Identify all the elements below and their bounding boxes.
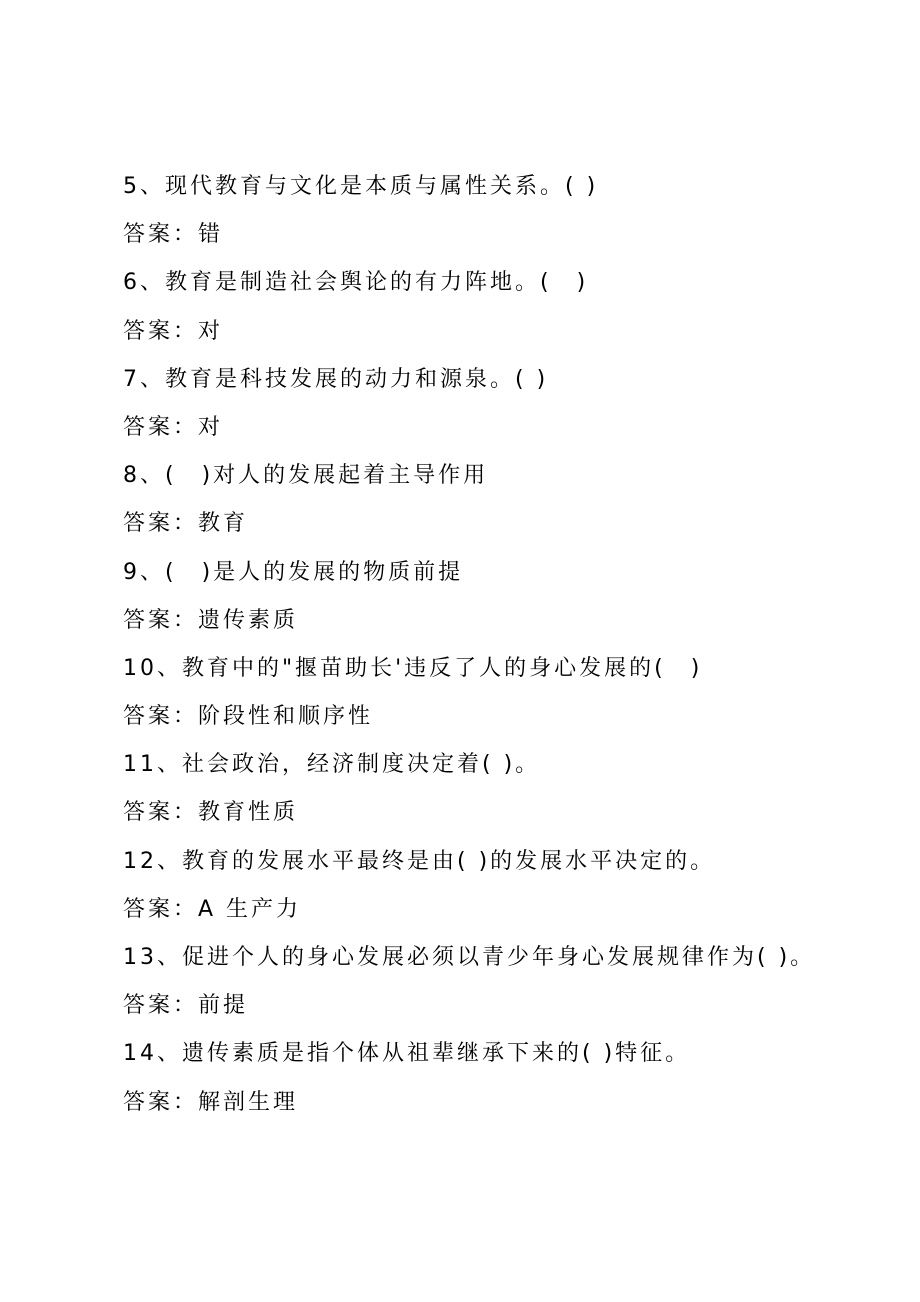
answer-text: 答案：阶段性和顺序性 xyxy=(123,704,374,730)
question-text: 11、社会政治，经济制度决定着( )。 xyxy=(123,752,541,778)
question-text: 10、教育中的"揠苗助长'违反了人的身心发展的( ) xyxy=(123,655,703,681)
question-text: 13、促进个人的身心发展必须以青少年身心发展规律作为( )。 xyxy=(123,945,816,970)
answer-text: 答案：教育性质 xyxy=(123,800,299,826)
question-text: 7、教育是科技发展的动力和源泉。( ) xyxy=(123,366,549,392)
answer-text: 答案：教育 xyxy=(123,511,249,537)
answer-text: 答案：前提 xyxy=(123,993,249,1019)
question-text: 8、( )对人的发展起着主导作用 xyxy=(123,463,489,489)
question-text: 5、现代教育与文化是本质与属性关系。( ) xyxy=(123,174,599,199)
question-text: 12、教育的发展水平最终是由( )的发展水平决定的。 xyxy=(123,848,716,874)
question-text: 6、教育是制造社会舆论的有力阵地。( ) xyxy=(123,270,589,296)
answer-text: 答案：对 xyxy=(123,414,224,440)
answer-text: 答案：遗传素质 xyxy=(123,607,299,633)
answer-text: 答案：对 xyxy=(123,318,224,344)
question-text: 9、( )是人的发展的物质前提 xyxy=(123,559,464,585)
question-text: 14、遗传素质是指个体从祖辈继承下来的( )特征。 xyxy=(123,1041,691,1067)
answer-text: 答案：解剖生理 xyxy=(123,1089,299,1115)
answer-text: 答案：A 生产力 xyxy=(123,896,302,922)
answer-text: 答案：错 xyxy=(123,222,224,248)
question-list xyxy=(123,168,903,1132)
